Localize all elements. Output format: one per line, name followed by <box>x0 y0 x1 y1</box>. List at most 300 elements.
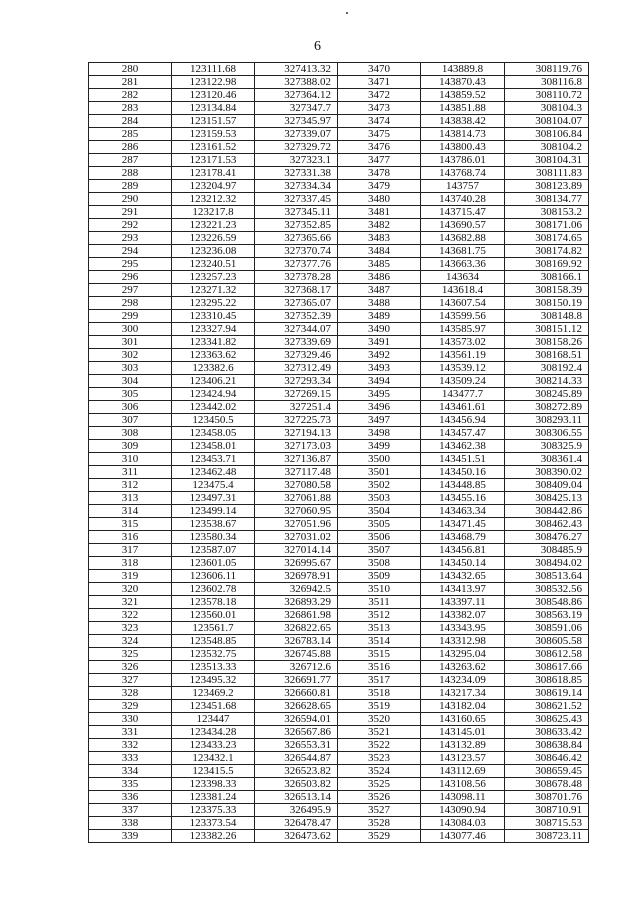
point-number-left-cell: 309 <box>89 440 172 453</box>
point-number-right-cell: 3492 <box>338 349 421 362</box>
x-left-cell: 123226.59 <box>172 232 255 245</box>
table-row <box>89 89 589 102</box>
y-right-cell: 308723.11 <box>505 830 589 843</box>
y-right-cell: 308151.12 <box>505 323 589 336</box>
table-row <box>89 557 589 570</box>
table-row <box>89 167 589 180</box>
y-left-cell: 327378.28 <box>255 271 338 284</box>
x-left-cell: 123271.32 <box>172 284 255 297</box>
point-number-right-cell: 3503 <box>338 492 421 505</box>
x-left-cell: 123221.23 <box>172 219 255 232</box>
point-number-left-cell: 317 <box>89 544 172 557</box>
table-row <box>89 609 589 622</box>
y-right-cell: 308678.48 <box>505 778 589 791</box>
y-left-cell: 326942.5 <box>255 583 338 596</box>
x-right-cell: 143715.47 <box>421 206 505 219</box>
point-number-right-cell: 3514 <box>338 635 421 648</box>
y-left-cell: 327370.74 <box>255 245 338 258</box>
point-number-right-cell: 3475 <box>338 128 421 141</box>
point-number-left-cell: 294 <box>89 245 172 258</box>
table-row <box>89 804 589 817</box>
x-right-cell: 143618.4 <box>421 284 505 297</box>
y-left-cell: 327334.34 <box>255 180 338 193</box>
x-left-cell: 123217.8 <box>172 206 255 219</box>
table-row <box>89 817 589 830</box>
y-left-cell: 327345.97 <box>255 115 338 128</box>
table-row <box>89 700 589 713</box>
stray-mark <box>346 12 348 14</box>
x-left-cell: 123601.05 <box>172 557 255 570</box>
x-left-cell: 123310.45 <box>172 310 255 323</box>
y-left-cell: 327352.39 <box>255 310 338 323</box>
table-row <box>89 648 589 661</box>
point-number-left-cell: 312 <box>89 479 172 492</box>
point-number-left-cell: 326 <box>89 661 172 674</box>
x-left-cell: 123122.98 <box>172 76 255 89</box>
point-number-left-cell: 319 <box>89 570 172 583</box>
y-right-cell: 308106.84 <box>505 128 589 141</box>
y-right-cell: 308485.9 <box>505 544 589 557</box>
x-right-cell: 143740.28 <box>421 193 505 206</box>
x-left-cell: 123257.23 <box>172 271 255 284</box>
point-number-left-cell: 307 <box>89 414 172 427</box>
x-left-cell: 123240.51 <box>172 258 255 271</box>
x-right-cell: 143768.74 <box>421 167 505 180</box>
point-number-left-cell: 296 <box>89 271 172 284</box>
x-right-cell: 143182.04 <box>421 700 505 713</box>
point-number-right-cell: 3494 <box>338 375 421 388</box>
x-right-cell: 143234.09 <box>421 674 505 687</box>
point-number-right-cell: 3480 <box>338 193 421 206</box>
x-right-cell: 143607.54 <box>421 297 505 310</box>
table-row <box>89 570 589 583</box>
y-right-cell: 308625.43 <box>505 713 589 726</box>
x-right-cell: 143123.57 <box>421 752 505 765</box>
x-right-cell: 143573.02 <box>421 336 505 349</box>
x-right-cell: 143681.75 <box>421 245 505 258</box>
x-right-cell: 143295.04 <box>421 648 505 661</box>
x-left-cell: 123375.33 <box>172 804 255 817</box>
y-right-cell: 308214.33 <box>505 375 589 388</box>
x-left-cell: 123381.24 <box>172 791 255 804</box>
x-left-cell: 123111.68 <box>172 63 255 76</box>
point-number-left-cell: 286 <box>89 141 172 154</box>
x-right-cell: 143457.47 <box>421 427 505 440</box>
x-left-cell: 123432.1 <box>172 752 255 765</box>
point-number-left-cell: 323 <box>89 622 172 635</box>
x-right-cell: 143263.62 <box>421 661 505 674</box>
point-number-right-cell: 3496 <box>338 401 421 414</box>
x-right-cell: 143084.03 <box>421 817 505 830</box>
y-right-cell: 308494.02 <box>505 557 589 570</box>
y-left-cell: 327329.72 <box>255 141 338 154</box>
point-number-right-cell: 3484 <box>338 245 421 258</box>
point-number-right-cell: 3504 <box>338 505 421 518</box>
point-number-left-cell: 325 <box>89 648 172 661</box>
x-left-cell: 123212.32 <box>172 193 255 206</box>
point-number-left-cell: 300 <box>89 323 172 336</box>
y-right-cell: 308306.55 <box>505 427 589 440</box>
point-number-right-cell: 3485 <box>338 258 421 271</box>
x-left-cell: 123382.6 <box>172 362 255 375</box>
point-number-left-cell: 306 <box>89 401 172 414</box>
y-right-cell: 308166.1 <box>505 271 589 284</box>
x-left-cell: 123341.82 <box>172 336 255 349</box>
x-right-cell: 143462.38 <box>421 440 505 453</box>
point-number-right-cell: 3510 <box>338 583 421 596</box>
y-right-cell: 308659.45 <box>505 765 589 778</box>
point-number-left-cell: 330 <box>89 713 172 726</box>
point-number-right-cell: 3506 <box>338 531 421 544</box>
y-right-cell: 308409.04 <box>505 479 589 492</box>
x-right-cell: 143432.65 <box>421 570 505 583</box>
point-number-left-cell: 282 <box>89 89 172 102</box>
point-number-left-cell: 281 <box>89 76 172 89</box>
point-number-left-cell: 322 <box>89 609 172 622</box>
table-row <box>89 141 589 154</box>
table-row <box>89 115 589 128</box>
point-number-right-cell: 3477 <box>338 154 421 167</box>
y-right-cell: 308293.11 <box>505 414 589 427</box>
point-number-left-cell: 280 <box>89 63 172 76</box>
point-number-right-cell: 3489 <box>338 310 421 323</box>
table-row <box>89 518 589 531</box>
table-row <box>89 505 589 518</box>
x-left-cell: 123450.5 <box>172 414 255 427</box>
y-right-cell: 308158.26 <box>505 336 589 349</box>
x-right-cell: 143132.89 <box>421 739 505 752</box>
x-right-cell: 143663.36 <box>421 258 505 271</box>
y-left-cell: 326523.82 <box>255 765 338 778</box>
y-left-cell: 327344.07 <box>255 323 338 336</box>
table-row <box>89 752 589 765</box>
table-row <box>89 713 589 726</box>
table-row <box>89 544 589 557</box>
y-left-cell: 326495.9 <box>255 804 338 817</box>
point-number-right-cell: 3497 <box>338 414 421 427</box>
point-number-right-cell: 3501 <box>338 466 421 479</box>
x-left-cell: 123458.05 <box>172 427 255 440</box>
point-number-left-cell: 310 <box>89 453 172 466</box>
y-left-cell: 326822.65 <box>255 622 338 635</box>
x-left-cell: 123363.62 <box>172 349 255 362</box>
y-left-cell: 326553.31 <box>255 739 338 752</box>
x-right-cell: 143599.56 <box>421 310 505 323</box>
y-left-cell: 326628.65 <box>255 700 338 713</box>
point-number-right-cell: 3523 <box>338 752 421 765</box>
point-number-left-cell: 283 <box>89 102 172 115</box>
x-right-cell: 143108.56 <box>421 778 505 791</box>
x-right-cell: 143463.34 <box>421 505 505 518</box>
point-number-right-cell: 3483 <box>338 232 421 245</box>
point-number-left-cell: 328 <box>89 687 172 700</box>
table-row <box>89 531 589 544</box>
point-number-left-cell: 303 <box>89 362 172 375</box>
y-left-cell: 327377.76 <box>255 258 338 271</box>
table-row <box>89 297 589 310</box>
x-right-cell: 143859.52 <box>421 89 505 102</box>
table-row <box>89 661 589 674</box>
y-right-cell: 308548.86 <box>505 596 589 609</box>
point-number-left-cell: 295 <box>89 258 172 271</box>
point-number-left-cell: 293 <box>89 232 172 245</box>
point-number-left-cell: 304 <box>89 375 172 388</box>
x-left-cell: 123451.68 <box>172 700 255 713</box>
point-number-left-cell: 339 <box>89 830 172 843</box>
table-row <box>89 739 589 752</box>
x-right-cell: 143397.11 <box>421 596 505 609</box>
point-number-left-cell: 289 <box>89 180 172 193</box>
y-right-cell: 308119.76 <box>505 63 589 76</box>
table-row <box>89 258 589 271</box>
x-right-cell: 143800.43 <box>421 141 505 154</box>
point-number-right-cell: 3493 <box>338 362 421 375</box>
y-right-cell: 308116.8 <box>505 76 589 89</box>
y-left-cell: 327337.45 <box>255 193 338 206</box>
point-number-right-cell: 3471 <box>338 76 421 89</box>
x-right-cell: 143448.85 <box>421 479 505 492</box>
x-right-cell: 143477.7 <box>421 388 505 401</box>
y-left-cell: 327060.95 <box>255 505 338 518</box>
y-left-cell: 327031.02 <box>255 531 338 544</box>
point-number-left-cell: 288 <box>89 167 172 180</box>
x-right-cell: 143450.14 <box>421 557 505 570</box>
y-left-cell: 327136.87 <box>255 453 338 466</box>
page-number: 6 <box>314 39 321 54</box>
x-left-cell: 123497.31 <box>172 492 255 505</box>
point-number-right-cell: 3491 <box>338 336 421 349</box>
point-number-left-cell: 302 <box>89 349 172 362</box>
y-right-cell: 308710.91 <box>505 804 589 817</box>
point-number-right-cell: 3528 <box>338 817 421 830</box>
y-right-cell: 308123.89 <box>505 180 589 193</box>
point-number-right-cell: 3519 <box>338 700 421 713</box>
y-right-cell: 308148.8 <box>505 310 589 323</box>
point-number-right-cell: 3502 <box>338 479 421 492</box>
point-number-right-cell: 3509 <box>338 570 421 583</box>
point-number-right-cell: 3522 <box>338 739 421 752</box>
x-left-cell: 123561.7 <box>172 622 255 635</box>
y-right-cell: 308104.07 <box>505 115 589 128</box>
y-left-cell: 327173.03 <box>255 440 338 453</box>
table-row <box>89 284 589 297</box>
y-right-cell: 308361.4 <box>505 453 589 466</box>
point-number-right-cell: 3498 <box>338 427 421 440</box>
point-number-left-cell: 338 <box>89 817 172 830</box>
point-number-right-cell: 3495 <box>338 388 421 401</box>
y-left-cell: 327347.7 <box>255 102 338 115</box>
point-number-right-cell: 3529 <box>338 830 421 843</box>
x-right-cell: 143160.65 <box>421 713 505 726</box>
point-number-right-cell: 3517 <box>338 674 421 687</box>
point-number-right-cell: 3500 <box>338 453 421 466</box>
y-right-cell: 308171.06 <box>505 219 589 232</box>
x-right-cell: 143382.07 <box>421 609 505 622</box>
y-left-cell: 326513.14 <box>255 791 338 804</box>
y-left-cell: 326594.01 <box>255 713 338 726</box>
table-row <box>89 492 589 505</box>
table-row <box>89 453 589 466</box>
x-right-cell: 143838.42 <box>421 115 505 128</box>
x-left-cell: 123513.33 <box>172 661 255 674</box>
y-right-cell: 308150.19 <box>505 297 589 310</box>
table-row <box>89 180 589 193</box>
x-right-cell: 143468.79 <box>421 531 505 544</box>
y-left-cell: 327339.07 <box>255 128 338 141</box>
x-left-cell: 123159.53 <box>172 128 255 141</box>
x-left-cell: 123236.08 <box>172 245 255 258</box>
y-left-cell: 326893.29 <box>255 596 338 609</box>
x-left-cell: 123134.84 <box>172 102 255 115</box>
x-left-cell: 123178.41 <box>172 167 255 180</box>
y-right-cell: 308272.89 <box>505 401 589 414</box>
x-left-cell: 123424.94 <box>172 388 255 401</box>
x-right-cell: 143814.73 <box>421 128 505 141</box>
y-right-cell: 308621.52 <box>505 700 589 713</box>
y-right-cell: 308169.92 <box>505 258 589 271</box>
point-number-left-cell: 284 <box>89 115 172 128</box>
x-left-cell: 123327.94 <box>172 323 255 336</box>
x-left-cell: 123602.78 <box>172 583 255 596</box>
y-right-cell: 308325.9 <box>505 440 589 453</box>
x-right-cell: 143461.61 <box>421 401 505 414</box>
point-number-left-cell: 291 <box>89 206 172 219</box>
table-row <box>89 401 589 414</box>
point-number-right-cell: 3527 <box>338 804 421 817</box>
y-right-cell: 308174.82 <box>505 245 589 258</box>
table-row <box>89 323 589 336</box>
y-right-cell: 308425.13 <box>505 492 589 505</box>
point-number-right-cell: 3513 <box>338 622 421 635</box>
point-number-left-cell: 313 <box>89 492 172 505</box>
x-right-cell: 143539.12 <box>421 362 505 375</box>
table-row <box>89 596 589 609</box>
point-number-right-cell: 3478 <box>338 167 421 180</box>
y-left-cell: 327014.14 <box>255 544 338 557</box>
point-number-left-cell: 314 <box>89 505 172 518</box>
y-left-cell: 326660.81 <box>255 687 338 700</box>
table-row <box>89 778 589 791</box>
x-left-cell: 123398.33 <box>172 778 255 791</box>
x-left-cell: 123532.75 <box>172 648 255 661</box>
y-left-cell: 327329.46 <box>255 349 338 362</box>
point-number-right-cell: 3490 <box>338 323 421 336</box>
table-row <box>89 622 589 635</box>
x-left-cell: 123120.46 <box>172 89 255 102</box>
table-row <box>89 128 589 141</box>
x-right-cell: 143090.94 <box>421 804 505 817</box>
point-number-left-cell: 324 <box>89 635 172 648</box>
y-left-cell: 327051.96 <box>255 518 338 531</box>
point-number-right-cell: 3516 <box>338 661 421 674</box>
x-right-cell: 143509.24 <box>421 375 505 388</box>
point-number-left-cell: 298 <box>89 297 172 310</box>
table-row <box>89 479 589 492</box>
x-right-cell: 143312.98 <box>421 635 505 648</box>
y-right-cell: 308104.31 <box>505 154 589 167</box>
x-left-cell: 123171.53 <box>172 154 255 167</box>
x-right-cell: 143456.81 <box>421 544 505 557</box>
point-number-right-cell: 3524 <box>338 765 421 778</box>
table-row <box>89 271 589 284</box>
y-left-cell: 327269.15 <box>255 388 338 401</box>
point-number-left-cell: 334 <box>89 765 172 778</box>
point-number-left-cell: 333 <box>89 752 172 765</box>
y-left-cell: 326473.62 <box>255 830 338 843</box>
table-row <box>89 76 589 89</box>
y-left-cell: 327339.69 <box>255 336 338 349</box>
x-right-cell: 143145.01 <box>421 726 505 739</box>
y-right-cell: 308111.83 <box>505 167 589 180</box>
x-right-cell: 143343.95 <box>421 622 505 635</box>
x-right-cell: 143098.11 <box>421 791 505 804</box>
y-left-cell: 327331.38 <box>255 167 338 180</box>
point-number-right-cell: 3474 <box>338 115 421 128</box>
table-row <box>89 349 589 362</box>
point-number-left-cell: 331 <box>89 726 172 739</box>
y-right-cell: 308158.39 <box>505 284 589 297</box>
y-left-cell: 326691.77 <box>255 674 338 687</box>
y-right-cell: 308192.4 <box>505 362 589 375</box>
x-left-cell: 123434.28 <box>172 726 255 739</box>
table-row <box>89 635 589 648</box>
y-right-cell: 308532.56 <box>505 583 589 596</box>
x-left-cell: 123204.97 <box>172 180 255 193</box>
x-left-cell: 123606.11 <box>172 570 255 583</box>
y-left-cell: 326478.47 <box>255 817 338 830</box>
y-right-cell: 308153.2 <box>505 206 589 219</box>
point-number-left-cell: 327 <box>89 674 172 687</box>
point-number-right-cell: 3515 <box>338 648 421 661</box>
x-left-cell: 123469.2 <box>172 687 255 700</box>
x-right-cell: 143456.94 <box>421 414 505 427</box>
table-row <box>89 830 589 843</box>
y-right-cell: 308612.58 <box>505 648 589 661</box>
x-left-cell: 123151.57 <box>172 115 255 128</box>
table-row <box>89 583 589 596</box>
y-right-cell: 308104.2 <box>505 141 589 154</box>
x-right-cell: 143450.16 <box>421 466 505 479</box>
x-right-cell: 143112.69 <box>421 765 505 778</box>
x-left-cell: 123538.67 <box>172 518 255 531</box>
point-number-left-cell: 290 <box>89 193 172 206</box>
table-row <box>89 63 589 76</box>
y-right-cell: 308638.84 <box>505 739 589 752</box>
y-left-cell: 327225.73 <box>255 414 338 427</box>
point-number-right-cell: 3473 <box>338 102 421 115</box>
y-left-cell: 327080.58 <box>255 479 338 492</box>
point-number-left-cell: 305 <box>89 388 172 401</box>
table-row <box>89 674 589 687</box>
y-left-cell: 327345.11 <box>255 206 338 219</box>
table-row <box>89 362 589 375</box>
point-number-right-cell: 3481 <box>338 206 421 219</box>
y-right-cell: 308245.89 <box>505 388 589 401</box>
y-right-cell: 308513.64 <box>505 570 589 583</box>
table-row <box>89 765 589 778</box>
table-row <box>89 102 589 115</box>
x-left-cell: 123458.01 <box>172 440 255 453</box>
y-left-cell: 326745.88 <box>255 648 338 661</box>
point-number-right-cell: 3520 <box>338 713 421 726</box>
table-row <box>89 388 589 401</box>
y-left-cell: 326544.87 <box>255 752 338 765</box>
x-left-cell: 123433.23 <box>172 739 255 752</box>
y-left-cell: 326783.14 <box>255 635 338 648</box>
y-left-cell: 326978.91 <box>255 570 338 583</box>
point-number-right-cell: 3499 <box>338 440 421 453</box>
coordinates-table-body <box>89 63 589 843</box>
